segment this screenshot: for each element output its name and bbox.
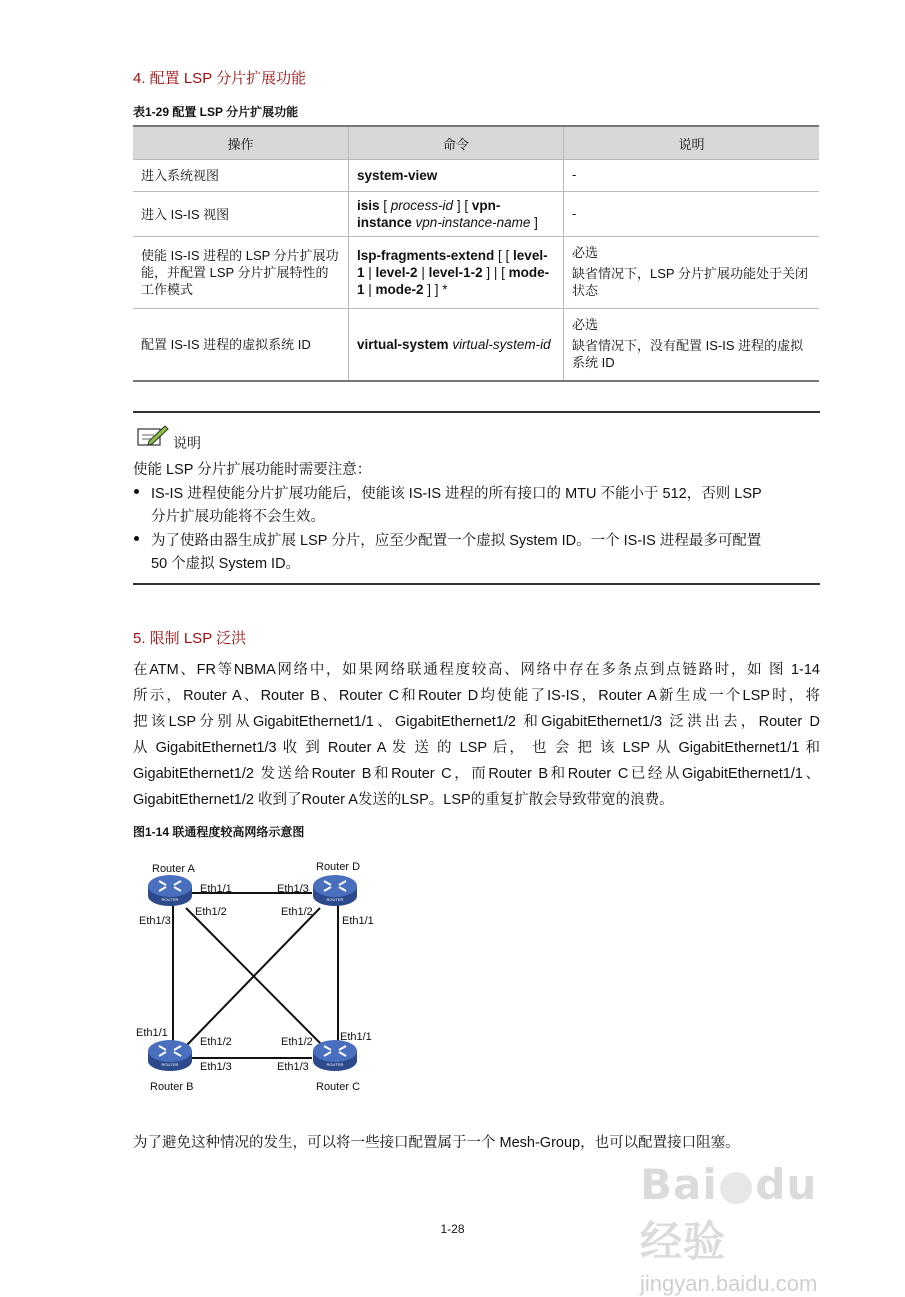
port-label: Eth1/1 [136,1027,168,1039]
col-header-cmd: 命令 [349,126,564,160]
paragraph-line: 把该LSP分别从GigabitEthernet1/1、GigabitEthernet1/2 和GigabitEthernet1/3 泛洪出去，Router D [133,714,820,730]
note-bullet-line: IS-IS 进程使能分片扩展功能后，使能该 IS-IS 进程的所有接口的 MTU 不能小于 512，否则 LSP [151,486,762,502]
paragraph-line: GigabitEthernet1/2 发送给Router B和Router C，而Router B和Router C已经从GigabitEthernet1/1、 [133,766,820,782]
section-heading-4: 4. 配置 LSP 分片扩展功能 [133,70,307,87]
col-header-op: 操作 [133,126,349,160]
op-cell: 使能 IS-IS 进程的 LSP 分片扩展功能，并配置 LSP 分片扩展特性的工作模式 [133,237,349,309]
command-token: isis [357,198,380,213]
note-title: 说明 [173,435,201,451]
command-token: level-1 [357,248,548,280]
router-b-icon [148,1040,192,1071]
table-caption: 表1-29 配置 LSP 分片扩展功能 [133,105,299,119]
port-label: Eth1/3 [139,915,171,927]
command-token: level-2 [375,265,418,280]
command-token: [ [379,198,391,213]
command-token: | [364,282,376,297]
command-token: system-view [357,168,438,183]
op-cell: 进入系统视图 [133,160,349,192]
desc-line: 必选 [572,245,599,260]
router-c-label: Router C [316,1081,361,1093]
router-badge: ROUTER [326,897,344,902]
closing-sentence: 为了避免这种情况的发生，可以将一些接口配置属于一个 Mesh-Group，也可以配置接口阻塞。 [133,1135,740,1151]
op-cell: 进入 IS-IS 视图 [133,192,349,237]
command-token: [ [ [494,248,514,263]
paragraph-line: 从 GigabitEthernet1/3 收 到 Router A 发 送 的 LSP 后， 也 会 把 该 LSP 从 GigabitEthernet1/1 和 [133,740,820,756]
port-label: Eth1/2 [281,906,313,918]
port-label: Eth1/3 [277,1061,309,1073]
port-label: Eth1/2 [281,1036,313,1048]
command-token: ] ] * [423,282,448,297]
command-token: ] [530,215,538,230]
paragraph-line: 在ATM、FR等NBMA网络中，如果网络联通程度较高、网络中存在多条点到点链路时，如 图 1-14 [133,662,820,678]
desc-line: 必选 [572,316,599,332]
watermark-url: jingyan.baidu.com [640,1271,818,1296]
page-number: 1-28 [440,1222,465,1236]
router-badge: ROUTER [326,1062,344,1067]
command-token: virtual-system-id [452,336,551,352]
command-token: ] [ [453,198,472,213]
command-token: process-id [390,198,454,213]
port-label: Eth1/1 [340,1031,372,1043]
note-bullet-line: 分片扩展功能将不会生效。 [151,509,325,525]
command-token: ] | [ [482,265,509,280]
port-label: Eth1/1 [200,883,232,895]
command-token: | [417,265,429,280]
desc-line: - [572,205,577,221]
router-d-label: Router D [316,861,361,873]
router-c-icon [313,1040,357,1071]
desc-line: 缺省情况下，LSP 分片扩展功能处于关闭状态 [572,266,808,298]
router-badge: ROUTER [161,897,179,902]
router-b-label: Router B [150,1081,194,1093]
note-bullet-line: 50 个虚拟 System ID。 [151,556,301,572]
port-label: Eth1/2 [200,1036,232,1048]
command-token: | [364,265,376,280]
paragraph-line: 所示，Router A、Router B、Router C和Router D均使能了IS-IS，Router A新生成一个LSP时，将 [133,688,820,704]
section-heading-5: 5. 限制 LSP 泛洪 [133,630,247,647]
command-token: mode-2 [375,282,424,297]
desc-line: - [572,167,577,182]
router-d-icon [313,875,357,906]
op-cell: 配置 IS-IS 进程的虚拟系统 ID [133,309,349,381]
col-header-desc: 说明 [564,126,820,160]
port-label: Eth1/3 [200,1061,232,1073]
command-token: mode-1 [357,265,550,297]
command-token: lsp-fragments-extend [357,248,495,263]
router-badge: ROUTER [161,1062,179,1067]
port-label: Eth1/3 [277,883,309,895]
baidu-watermark [640,1160,850,1296]
port-label: Eth1/2 [195,906,227,918]
router-a-icon [148,875,192,906]
command-token: vpn-instance-name [415,215,531,230]
desc-line: 缺省情况下，没有配置 IS-IS 进程的虚拟系统 ID [572,337,804,370]
note-intro: 使能 LSP 分片扩展功能时需要注意： [133,462,372,478]
figure-caption: 图1-14 联通程度较高网络示意图 [133,825,305,839]
command-token: virtual-system [357,336,449,352]
command-token: level-1-2 [428,265,483,280]
watermark-logo: Bai●du 经验 [640,1160,818,1266]
router-a-label: Router A [152,863,195,875]
port-label: Eth1/1 [342,915,374,927]
note-bullet-line: 为了使路由器生成扩展 LSP 分片，应至少配置一个虚拟 System ID。一个 IS-IS 进程最多可配置 [151,533,762,549]
paragraph-line: GigabitEthernet1/2 收到了Router A发送的LSP。LSP的重复扩散会导致带宽的浪费。 [133,792,674,808]
command-token: vpn-instance [357,198,501,230]
